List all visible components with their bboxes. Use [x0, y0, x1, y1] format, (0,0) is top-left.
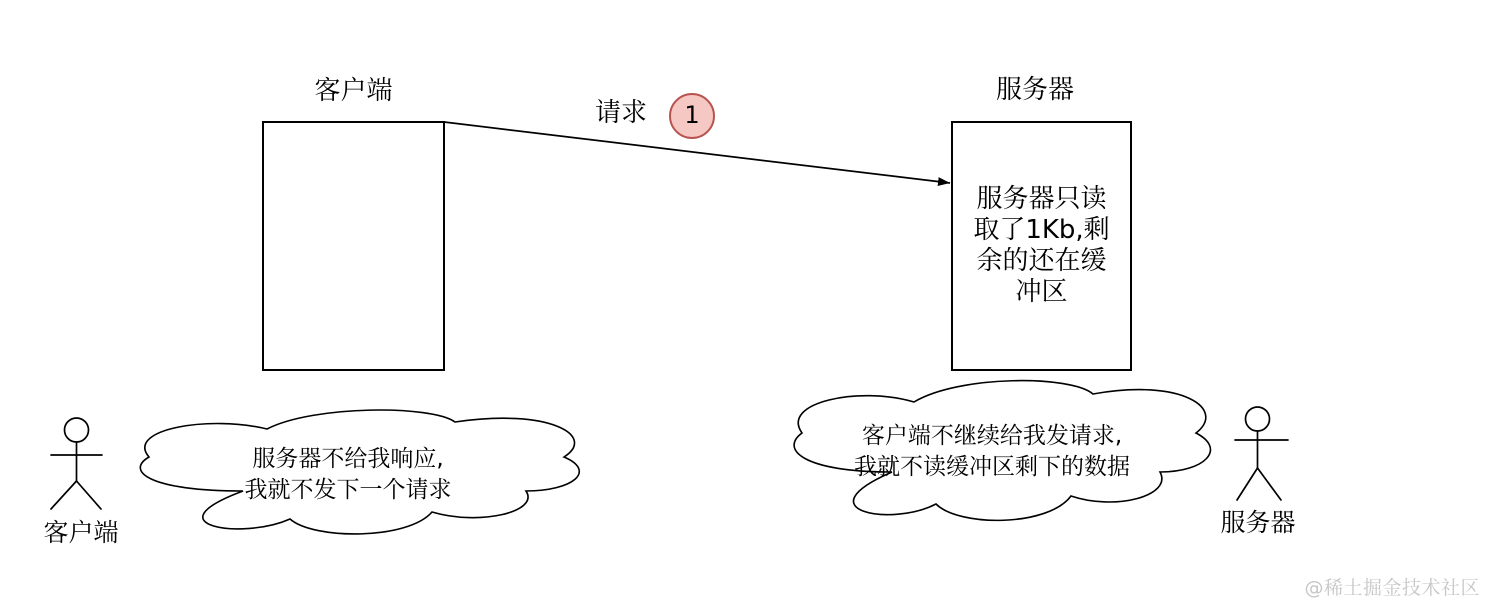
client-actor-right-leg [77, 481, 102, 509]
server-box-text-line: 服务器只读 [976, 184, 1107, 214]
server-box-text [952, 122, 1131, 370]
client-actor-icon [51, 418, 102, 509]
client-actor-head [65, 418, 89, 442]
server-box-text-line: 取了1Kb,剩 [973, 215, 1110, 245]
server-actor-right-leg [1258, 468, 1282, 500]
server-actor-label: 服务器 [1220, 508, 1296, 537]
client-thought-text [158, 444, 538, 506]
client-box-title: 客户端 [314, 76, 393, 106]
server-actor-left-leg [1237, 468, 1258, 500]
client-actor-label: 客户端 [43, 518, 119, 547]
server-box-title: 服务器 [995, 75, 1074, 105]
server-thought-line: 我就不读缓冲区剩下的数据 [854, 454, 1130, 480]
sequence-badge-number: 1 [684, 101, 700, 129]
client-thought-line: 服务器不给我响应, [252, 446, 444, 472]
server-box-text-line: 余的还在缓 [976, 246, 1107, 276]
server-actor-icon [1235, 407, 1288, 500]
client-thought-line: 我就不发下一个请求 [244, 477, 452, 503]
server-box-text-line: 冲区 [1015, 277, 1068, 307]
client-actor-left-leg [51, 481, 77, 509]
client-box [263, 122, 444, 370]
server-thought-text [812, 421, 1172, 483]
server-thought-line: 客户端不继续给我发请求, [861, 423, 1123, 449]
request-arrow-label: 请求 [594, 98, 647, 128]
server-actor-head [1246, 407, 1270, 431]
watermark-text: @稀土掘金技术社区 [1304, 577, 1480, 599]
